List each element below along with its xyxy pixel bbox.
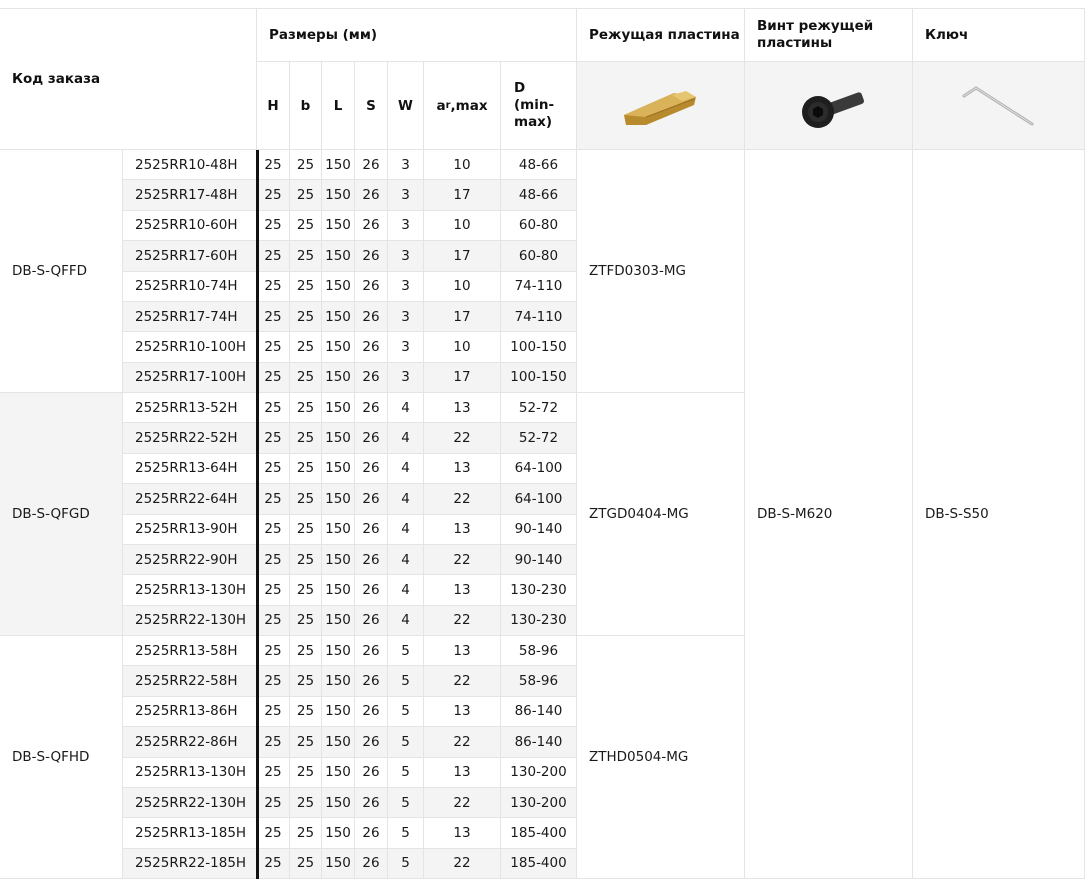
row-d-value: 185-400 bbox=[501, 849, 577, 879]
header-S: S bbox=[355, 62, 388, 150]
row-b-value: 25 bbox=[290, 515, 322, 545]
row-h-value: 25 bbox=[257, 727, 290, 757]
row-ar-value: 13 bbox=[424, 697, 501, 727]
header-H: H bbox=[257, 62, 290, 150]
row-l-value: 150 bbox=[322, 606, 355, 636]
row-order-code: 2525RR22-130H bbox=[123, 606, 257, 636]
row-l-value: 150 bbox=[322, 393, 355, 423]
row-l-value: 150 bbox=[322, 727, 355, 757]
insert-screw-image bbox=[784, 76, 874, 136]
row-d-value: 130-200 bbox=[501, 788, 577, 818]
row-l-value: 150 bbox=[322, 454, 355, 484]
group-insert: ZTHD0504-MG bbox=[577, 636, 745, 879]
row-b-value: 25 bbox=[290, 363, 322, 393]
row-ar-value: 17 bbox=[424, 241, 501, 271]
row-w-value: 5 bbox=[388, 727, 424, 757]
row-s-value: 26 bbox=[355, 758, 388, 788]
row-w-value: 3 bbox=[388, 150, 424, 180]
row-ar-value: 22 bbox=[424, 545, 501, 575]
header-D: D (min-max) bbox=[501, 62, 577, 150]
row-l-value: 150 bbox=[322, 545, 355, 575]
row-ar-value: 13 bbox=[424, 454, 501, 484]
row-b-value: 25 bbox=[290, 211, 322, 241]
row-s-value: 26 bbox=[355, 211, 388, 241]
insert-image-cell bbox=[577, 62, 745, 150]
row-b-value: 25 bbox=[290, 454, 322, 484]
row-b-value: 25 bbox=[290, 758, 322, 788]
row-ar-value: 13 bbox=[424, 515, 501, 545]
row-d-value: 130-230 bbox=[501, 606, 577, 636]
row-d-value: 130-200 bbox=[501, 758, 577, 788]
row-h-value: 25 bbox=[257, 575, 290, 605]
row-h-value: 25 bbox=[257, 758, 290, 788]
row-l-value: 150 bbox=[322, 515, 355, 545]
row-h-value: 25 bbox=[257, 849, 290, 879]
row-h-value: 25 bbox=[257, 454, 290, 484]
row-ar-value: 10 bbox=[424, 332, 501, 362]
row-s-value: 26 bbox=[355, 241, 388, 271]
screw-value: DB-S-M620 bbox=[745, 150, 913, 879]
row-d-value: 64-100 bbox=[501, 454, 577, 484]
row-order-code: 2525RR22-64H bbox=[123, 484, 257, 514]
row-ar-value: 22 bbox=[424, 606, 501, 636]
header-ar-max bbox=[424, 62, 501, 150]
row-l-value: 150 bbox=[322, 332, 355, 362]
row-l-value: 150 bbox=[322, 666, 355, 696]
row-order-code: 2525RR10-74H bbox=[123, 272, 257, 302]
row-l-value: 150 bbox=[322, 758, 355, 788]
row-d-value: 60-80 bbox=[501, 241, 577, 271]
row-order-code: 2525RR22-86H bbox=[123, 727, 257, 757]
row-d-value: 90-140 bbox=[501, 515, 577, 545]
row-ar-value: 13 bbox=[424, 818, 501, 848]
row-l-value: 150 bbox=[322, 363, 355, 393]
column-divider bbox=[256, 150, 259, 879]
row-s-value: 26 bbox=[355, 363, 388, 393]
hex-key-image bbox=[954, 76, 1044, 136]
row-ar-value: 17 bbox=[424, 180, 501, 210]
row-s-value: 26 bbox=[355, 393, 388, 423]
row-h-value: 25 bbox=[257, 818, 290, 848]
row-s-value: 26 bbox=[355, 818, 388, 848]
row-l-value: 150 bbox=[322, 849, 355, 879]
row-b-value: 25 bbox=[290, 849, 322, 879]
row-s-value: 26 bbox=[355, 666, 388, 696]
row-d-value: 64-100 bbox=[501, 484, 577, 514]
row-h-value: 25 bbox=[257, 545, 290, 575]
row-d-value: 185-400 bbox=[501, 818, 577, 848]
row-s-value: 26 bbox=[355, 484, 388, 514]
row-s-value: 26 bbox=[355, 545, 388, 575]
row-d-value: 58-96 bbox=[501, 666, 577, 696]
row-order-code: 2525RR13-58H bbox=[123, 636, 257, 666]
row-h-value: 25 bbox=[257, 393, 290, 423]
row-s-value: 26 bbox=[355, 180, 388, 210]
row-b-value: 25 bbox=[290, 150, 322, 180]
row-d-value: 58-96 bbox=[501, 636, 577, 666]
row-s-value: 26 bbox=[355, 606, 388, 636]
row-w-value: 4 bbox=[388, 545, 424, 575]
row-d-value: 52-72 bbox=[501, 423, 577, 453]
row-b-value: 25 bbox=[290, 636, 322, 666]
row-d-value: 130-230 bbox=[501, 575, 577, 605]
row-ar-value: 13 bbox=[424, 758, 501, 788]
key-image-cell bbox=[913, 62, 1085, 150]
row-w-value: 4 bbox=[388, 484, 424, 514]
row-h-value: 25 bbox=[257, 302, 290, 332]
group-code: DB-S-QFFD bbox=[0, 150, 123, 393]
row-order-code: 2525RR10-48H bbox=[123, 150, 257, 180]
row-d-value: 48-66 bbox=[501, 150, 577, 180]
screw-image-cell bbox=[745, 62, 913, 150]
row-d-value: 90-140 bbox=[501, 545, 577, 575]
row-h-value: 25 bbox=[257, 363, 290, 393]
row-s-value: 26 bbox=[355, 332, 388, 362]
row-ar-value: 10 bbox=[424, 211, 501, 241]
row-w-value: 3 bbox=[388, 302, 424, 332]
cutting-insert-image bbox=[616, 81, 706, 131]
row-ar-value: 22 bbox=[424, 423, 501, 453]
row-order-code: 2525RR13-130H bbox=[123, 758, 257, 788]
row-d-value: 100-150 bbox=[501, 332, 577, 362]
row-h-value: 25 bbox=[257, 241, 290, 271]
row-ar-value: 22 bbox=[424, 666, 501, 696]
row-l-value: 150 bbox=[322, 636, 355, 666]
header-b: b bbox=[290, 62, 322, 150]
row-h-value: 25 bbox=[257, 515, 290, 545]
row-h-value: 25 bbox=[257, 180, 290, 210]
row-ar-value: 22 bbox=[424, 788, 501, 818]
group-code: DB-S-QFGD bbox=[0, 393, 123, 636]
row-h-value: 25 bbox=[257, 788, 290, 818]
row-h-value: 25 bbox=[257, 150, 290, 180]
row-b-value: 25 bbox=[290, 606, 322, 636]
row-l-value: 150 bbox=[322, 697, 355, 727]
row-b-value: 25 bbox=[290, 788, 322, 818]
row-s-value: 26 bbox=[355, 515, 388, 545]
row-w-value: 3 bbox=[388, 211, 424, 241]
row-order-code: 2525RR13-130H bbox=[123, 575, 257, 605]
row-w-value: 3 bbox=[388, 272, 424, 302]
row-h-value: 25 bbox=[257, 697, 290, 727]
row-s-value: 26 bbox=[355, 575, 388, 605]
row-w-value: 3 bbox=[388, 363, 424, 393]
row-b-value: 25 bbox=[290, 393, 322, 423]
row-b-value: 25 bbox=[290, 241, 322, 271]
row-s-value: 26 bbox=[355, 423, 388, 453]
row-w-value: 5 bbox=[388, 849, 424, 879]
row-d-value: 74-110 bbox=[501, 302, 577, 332]
row-d-value: 60-80 bbox=[501, 211, 577, 241]
row-order-code: 2525RR13-64H bbox=[123, 454, 257, 484]
row-s-value: 26 bbox=[355, 302, 388, 332]
row-ar-value: 22 bbox=[424, 849, 501, 879]
row-l-value: 150 bbox=[322, 180, 355, 210]
row-l-value: 150 bbox=[322, 272, 355, 302]
row-w-value: 4 bbox=[388, 393, 424, 423]
row-w-value: 4 bbox=[388, 423, 424, 453]
row-h-value: 25 bbox=[257, 636, 290, 666]
header-dimensions: Размеры (мм) bbox=[257, 8, 577, 62]
row-ar-value: 13 bbox=[424, 636, 501, 666]
row-w-value: 4 bbox=[388, 575, 424, 605]
row-order-code: 2525RR22-58H bbox=[123, 666, 257, 696]
row-w-value: 5 bbox=[388, 818, 424, 848]
row-order-code: 2525RR22-185H bbox=[123, 849, 257, 879]
row-w-value: 4 bbox=[388, 515, 424, 545]
row-order-code: 2525RR22-130H bbox=[123, 788, 257, 818]
header-order-code: Код заказа bbox=[0, 8, 257, 150]
row-order-code: 2525RR17-74H bbox=[123, 302, 257, 332]
row-order-code: 2525RR10-60H bbox=[123, 211, 257, 241]
row-s-value: 26 bbox=[355, 636, 388, 666]
header-ar-max-text: ,max bbox=[450, 97, 488, 114]
row-w-value: 5 bbox=[388, 758, 424, 788]
header-L: L bbox=[322, 62, 355, 150]
row-s-value: 26 bbox=[355, 788, 388, 818]
row-h-value: 25 bbox=[257, 666, 290, 696]
row-b-value: 25 bbox=[290, 180, 322, 210]
row-h-value: 25 bbox=[257, 606, 290, 636]
row-w-value: 3 bbox=[388, 332, 424, 362]
row-b-value: 25 bbox=[290, 302, 322, 332]
row-ar-value: 10 bbox=[424, 272, 501, 302]
row-order-code: 2525RR13-52H bbox=[123, 393, 257, 423]
header-insert: Режущая пластина bbox=[577, 8, 745, 62]
row-h-value: 25 bbox=[257, 211, 290, 241]
row-order-code: 2525RR17-100H bbox=[123, 363, 257, 393]
row-w-value: 5 bbox=[388, 636, 424, 666]
row-order-code: 2525RR13-86H bbox=[123, 697, 257, 727]
row-l-value: 150 bbox=[322, 575, 355, 605]
row-w-value: 3 bbox=[388, 241, 424, 271]
row-order-code: 2525RR22-52H bbox=[123, 423, 257, 453]
row-d-value: 52-72 bbox=[501, 393, 577, 423]
row-b-value: 25 bbox=[290, 272, 322, 302]
row-w-value: 4 bbox=[388, 606, 424, 636]
row-b-value: 25 bbox=[290, 818, 322, 848]
group-code: DB-S-QFHD bbox=[0, 636, 123, 879]
row-w-value: 5 bbox=[388, 666, 424, 696]
row-b-value: 25 bbox=[290, 727, 322, 757]
row-ar-value: 22 bbox=[424, 484, 501, 514]
header-ar-letter: a bbox=[436, 97, 446, 114]
row-ar-value: 17 bbox=[424, 363, 501, 393]
row-d-value: 48-66 bbox=[501, 180, 577, 210]
row-d-value: 86-140 bbox=[501, 727, 577, 757]
row-w-value: 4 bbox=[388, 454, 424, 484]
group-insert: ZTGD0404-MG bbox=[577, 393, 745, 636]
row-b-value: 25 bbox=[290, 332, 322, 362]
row-s-value: 26 bbox=[355, 727, 388, 757]
row-d-value: 86-140 bbox=[501, 697, 577, 727]
row-order-code: 2525RR13-90H bbox=[123, 515, 257, 545]
row-s-value: 26 bbox=[355, 150, 388, 180]
group-insert: ZTFD0303-MG bbox=[577, 150, 745, 393]
row-ar-value: 17 bbox=[424, 302, 501, 332]
row-b-value: 25 bbox=[290, 575, 322, 605]
row-l-value: 150 bbox=[322, 211, 355, 241]
row-ar-value: 22 bbox=[424, 727, 501, 757]
row-s-value: 26 bbox=[355, 454, 388, 484]
key-value: DB-S-S50 bbox=[913, 150, 1085, 879]
row-l-value: 150 bbox=[322, 302, 355, 332]
row-l-value: 150 bbox=[322, 484, 355, 514]
row-h-value: 25 bbox=[257, 332, 290, 362]
row-order-code: 2525RR22-90H bbox=[123, 545, 257, 575]
row-order-code: 2525RR17-48H bbox=[123, 180, 257, 210]
row-b-value: 25 bbox=[290, 697, 322, 727]
row-order-code: 2525RR17-60H bbox=[123, 241, 257, 271]
row-l-value: 150 bbox=[322, 788, 355, 818]
row-h-value: 25 bbox=[257, 484, 290, 514]
row-s-value: 26 bbox=[355, 697, 388, 727]
header-ar-subscript: r bbox=[445, 100, 451, 111]
row-l-value: 150 bbox=[322, 150, 355, 180]
row-b-value: 25 bbox=[290, 423, 322, 453]
row-ar-value: 10 bbox=[424, 150, 501, 180]
row-order-code: 2525RR10-100H bbox=[123, 332, 257, 362]
row-d-value: 74-110 bbox=[501, 272, 577, 302]
row-w-value: 5 bbox=[388, 788, 424, 818]
row-ar-value: 13 bbox=[424, 575, 501, 605]
row-l-value: 150 bbox=[322, 241, 355, 271]
row-l-value: 150 bbox=[322, 423, 355, 453]
row-s-value: 26 bbox=[355, 849, 388, 879]
row-l-value: 150 bbox=[322, 818, 355, 848]
row-b-value: 25 bbox=[290, 666, 322, 696]
row-order-code: 2525RR13-185H bbox=[123, 818, 257, 848]
row-h-value: 25 bbox=[257, 423, 290, 453]
row-d-value: 100-150 bbox=[501, 363, 577, 393]
row-w-value: 5 bbox=[388, 697, 424, 727]
header-key: Ключ bbox=[913, 8, 1085, 62]
row-ar-value: 13 bbox=[424, 393, 501, 423]
row-b-value: 25 bbox=[290, 484, 322, 514]
row-h-value: 25 bbox=[257, 272, 290, 302]
row-b-value: 25 bbox=[290, 545, 322, 575]
row-s-value: 26 bbox=[355, 272, 388, 302]
row-w-value: 3 bbox=[388, 180, 424, 210]
header-W: W bbox=[388, 62, 424, 150]
header-screw: Винт режущей пластины bbox=[745, 8, 913, 62]
